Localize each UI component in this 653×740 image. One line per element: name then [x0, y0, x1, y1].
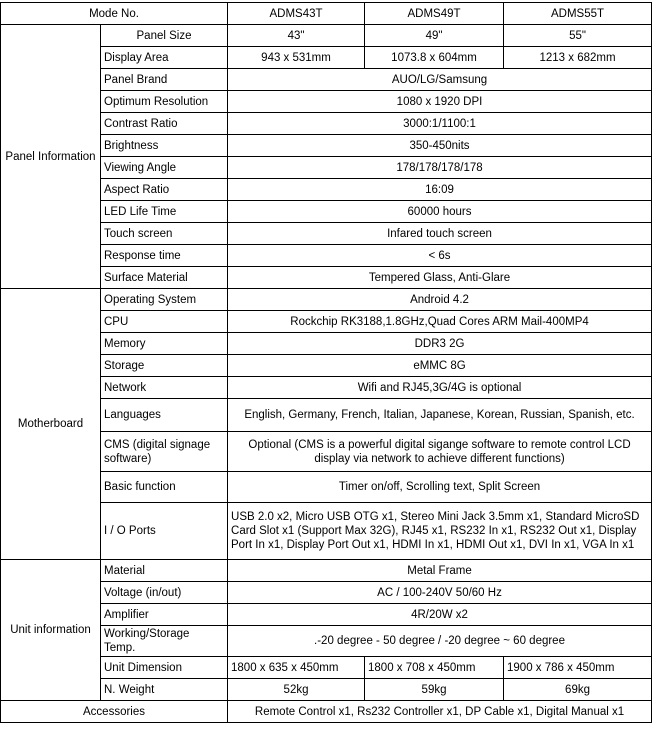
unit-dimension-49: 1800 x 708 x 450mm — [365, 657, 504, 679]
label-panel-size: Panel Size — [101, 25, 228, 47]
value-network: Wifi and RJ45,3G/4G is optional — [228, 377, 652, 399]
label-cms — [101, 432, 228, 472]
label-touch-screen: Touch screen — [101, 223, 228, 245]
label-voltage: Voltage (in/out) — [101, 582, 228, 604]
value-led-life-time: 60000 hours — [228, 201, 652, 223]
display-area-43: 943 x 531mm — [228, 47, 365, 69]
value-cms-line2: display via network to achieve different functions) — [314, 452, 565, 465]
value-memory: DDR3 2G — [228, 333, 652, 355]
label-cms-line2: software) — [104, 452, 152, 465]
label-memory: Memory — [101, 333, 228, 355]
value-cms — [228, 432, 652, 472]
value-response-time: < 6s — [228, 245, 652, 267]
value-amplifier: 4R/20W x2 — [228, 604, 652, 626]
display-area-49: 1073.8 x 604mm — [365, 47, 504, 69]
label-panel-brand: Panel Brand — [101, 69, 228, 91]
model-55: ADMS55T — [504, 3, 652, 25]
label-display-area: Display Area — [101, 47, 228, 69]
display-area-55: 1213 x 682mm — [504, 47, 652, 69]
row-material — [1, 560, 652, 582]
value-panel-brand: AUO/LG/Samsung — [228, 69, 652, 91]
label-brightness: Brightness — [101, 135, 228, 157]
label-languages: Languages — [101, 399, 228, 432]
label-led-life-time: LED Life Time — [101, 201, 228, 223]
row-accessories — [1, 701, 652, 723]
group-motherboard: Motherboard — [1, 289, 101, 560]
value-basic-function: Timer on/off, Scrolling text, Split Screen — [228, 472, 652, 503]
value-io-ports-line3: Port In x1, Display Port Out x1, HDMI In x1, HDMI Out x1, DVI In x1, VGA In x1 — [231, 539, 635, 551]
group-unit-information: Unit information — [1, 560, 101, 701]
label-storage: Storage — [101, 355, 228, 377]
value-working-temp: .-20 degree - 50 degree / -20 degree ~ 60 degree — [228, 626, 652, 657]
label-material: Material — [101, 560, 228, 582]
value-contrast-ratio: 3000:1/1100:1 — [228, 113, 652, 135]
panel-size-49: 49" — [365, 25, 504, 47]
label-surface-material: Surface Material — [101, 267, 228, 289]
label-contrast-ratio: Contrast Ratio — [101, 113, 228, 135]
value-voltage: AC / 100-240V 50/60 Hz — [228, 582, 652, 604]
model-43: ADMS43T — [228, 3, 365, 25]
value-aspect-ratio: 16:09 — [228, 179, 652, 201]
label-network: Network — [101, 377, 228, 399]
n-weight-49: 59kg — [365, 679, 504, 701]
value-cpu: Rockchip RK3188,1.8GHz,Quad Cores ARM Mail-400MP4 — [228, 311, 652, 333]
label-unit-dimension: Unit Dimension — [101, 657, 228, 679]
label-working-temp — [101, 626, 228, 657]
label-response-time: Response time — [101, 245, 228, 267]
row-operating-system — [1, 289, 652, 311]
label-viewing-angle: Viewing Angle — [101, 157, 228, 179]
label-basic-function: Basic function — [101, 472, 228, 503]
value-brightness: 350-450nits — [228, 135, 652, 157]
row-panel-size — [1, 25, 652, 47]
value-io-ports — [228, 503, 652, 560]
value-touch-screen: Infared touch screen — [228, 223, 652, 245]
value-cms-line1: Optional (CMS is a powerful digital sigange software to remote control LCD — [248, 438, 631, 451]
mode-no-label: Mode No. — [1, 3, 228, 25]
value-accessories: Remote Control x1, Rs232 Controller x1, DP Cable x1, Digital Manual x1 — [228, 701, 652, 723]
n-weight-55: 69kg — [504, 679, 652, 701]
model-49: ADMS49T — [365, 3, 504, 25]
unit-dimension-55: 1900 x 786 x 450mm — [504, 657, 652, 679]
value-languages: English, Germany, French, Italian, Japanese, Korean, Russian, Spanish, etc. — [228, 399, 652, 432]
header-row — [1, 3, 652, 25]
label-working-temp-line2: Temp. — [104, 642, 136, 654]
label-n-weight: N. Weight — [101, 679, 228, 701]
value-io-ports-line1: USB 2.0 x2, Micro USB OTG x1, Stereo Mini Jack 3.5mm x1, Standard MicroSD — [231, 511, 640, 523]
label-aspect-ratio: Aspect Ratio — [101, 179, 228, 201]
label-accessories: Accessories — [1, 701, 228, 723]
panel-size-55: 55" — [504, 25, 652, 47]
value-optimum-resolution: 1080 x 1920 DPI — [228, 91, 652, 113]
label-cpu: CPU — [101, 311, 228, 333]
value-storage: eMMC 8G — [228, 355, 652, 377]
value-surface-material: Tempered Glass, Anti-Glare — [228, 267, 652, 289]
label-io-ports: I / O Ports — [101, 503, 228, 560]
spec-table — [0, 2, 652, 723]
label-working-temp-line1: Working/Storage — [104, 628, 190, 640]
label-operating-system: Operating System — [101, 289, 228, 311]
label-cms-line1: CMS (digital signage — [104, 438, 211, 451]
unit-dimension-43: 1800 x 635 x 450mm — [228, 657, 365, 679]
value-viewing-angle: 178/178/178/178 — [228, 157, 652, 179]
n-weight-43: 52kg — [228, 679, 365, 701]
value-material: Metal Frame — [228, 560, 652, 582]
value-operating-system: Android 4.2 — [228, 289, 652, 311]
panel-size-43: 43" — [228, 25, 365, 47]
value-io-ports-line2: Card Slot x1 (Support Max 32G), RJ45 x1, RS232 In x1, RS232 Out x1, Display — [231, 525, 637, 537]
group-panel-information: Panel Information — [1, 25, 101, 289]
label-amplifier: Amplifier — [101, 604, 228, 626]
label-optimum-resolution: Optimum Resolution — [101, 91, 228, 113]
